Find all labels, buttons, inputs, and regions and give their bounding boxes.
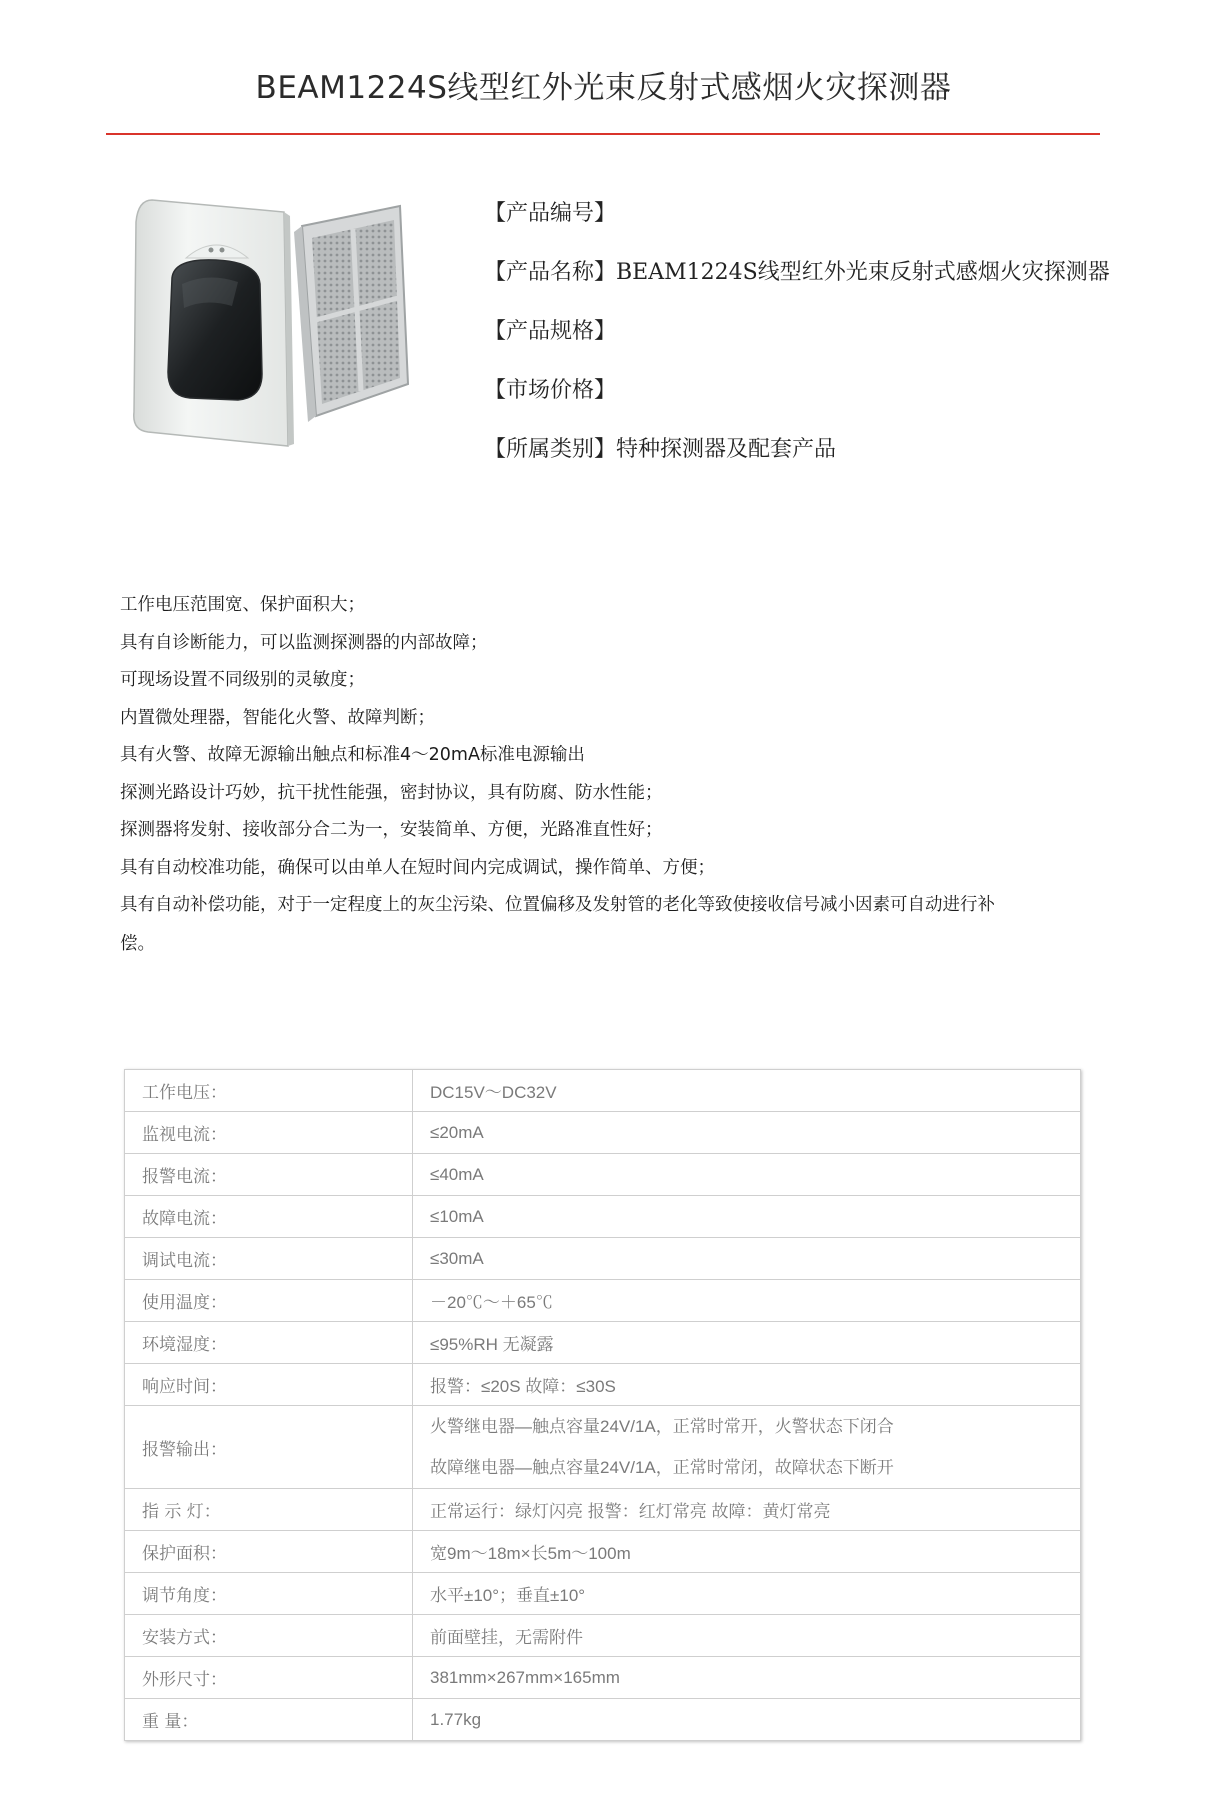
table-row xyxy=(125,1154,1081,1196)
table-row xyxy=(125,1699,1081,1741)
spec-label: 报警电流： xyxy=(125,1154,413,1196)
spec-table xyxy=(124,1069,1081,1741)
spec-label: 调节角度： xyxy=(125,1573,413,1615)
product-info-list xyxy=(484,196,1124,491)
feature-line: 探测器将发射、接收部分合二为一，安装简单、方便，光路准直性好； xyxy=(120,820,663,840)
feature-line: 内置微处理器，智能化火警、故障判断； xyxy=(120,707,435,728)
info-row-product-spec xyxy=(484,314,1124,373)
spec-label: 安装方式： xyxy=(125,1615,413,1657)
table-row xyxy=(125,1280,1081,1322)
info-row-market-price xyxy=(484,373,1124,432)
feature-line: 探测光路设计巧妙，抗干扰性能强，密封协议，具有防腐、防水性能； xyxy=(120,782,663,803)
table-row xyxy=(125,1112,1081,1154)
table-row xyxy=(125,1531,1081,1573)
table-row xyxy=(125,1070,1081,1112)
table-row xyxy=(125,1489,1081,1531)
table-row xyxy=(125,1573,1081,1615)
spec-label: 调试电流： xyxy=(125,1238,413,1280)
spec-label: 监视电流： xyxy=(125,1112,413,1154)
spec-value: 381mm×267mm×165mm xyxy=(413,1657,1081,1699)
spec-label: 环境湿度： xyxy=(125,1322,413,1364)
spec-value: 报警：≤20S 故障：≤30S xyxy=(413,1364,1081,1406)
spec-value: ≤95%RH 无凝露 xyxy=(413,1322,1081,1364)
spec-value-line: 故障继电器—触点容量24V/1A，正常时常闭，故障状态下断开 xyxy=(430,1458,894,1477)
info-row-category xyxy=(484,432,1124,491)
table-row xyxy=(125,1615,1081,1657)
spec-label: 保护面积： xyxy=(125,1531,413,1573)
spec-value: 水平±10°；垂直±10° xyxy=(413,1573,1081,1615)
spec-label: 响应时间： xyxy=(125,1364,413,1406)
table-row xyxy=(125,1406,1081,1489)
table-row xyxy=(125,1322,1081,1364)
beam-detector-illustration xyxy=(112,186,482,462)
spec-value-line: 火警继电器—触点容量24V/1A，正常时常开，火警状态下闭合 xyxy=(430,1417,894,1436)
table-row xyxy=(125,1196,1081,1238)
info-row-product-code xyxy=(484,196,1124,255)
spec-label: 外形尺寸： xyxy=(125,1657,413,1699)
feature-line: 具有火警、故障无源输出触点和标准4～20mA标准电源输出 xyxy=(120,745,585,765)
page-title: BEAM1224S线型红外光束反射式感烟火灾探测器 xyxy=(255,70,952,106)
table-row xyxy=(125,1364,1081,1406)
spec-value xyxy=(413,1406,1081,1489)
feature-line: 具有自动补偿功能，对于一定程度上的灰尘污染、位置偏移及发射管的老化等致使接收信号减小因素可自动进行补 xyxy=(120,895,995,915)
spec-label: 故障电流： xyxy=(125,1196,413,1238)
info-label: 【产品编号】 xyxy=(484,201,617,226)
spec-value: 宽9m～18m×长5m～100m xyxy=(413,1531,1081,1573)
spec-value: －20℃～＋65℃ xyxy=(413,1280,1081,1322)
spec-value: 1.77kg xyxy=(413,1699,1081,1741)
info-value: BEAM1224S线型红外光束反射式感烟火灾探测器 xyxy=(616,260,1110,285)
feature-line: 工作电压范围宽、保护面积大； xyxy=(120,595,365,615)
spec-value: ≤30mA xyxy=(413,1238,1081,1280)
spec-value: 前面壁挂，无需附件 xyxy=(413,1615,1081,1657)
spec-label: 指 示 灯： xyxy=(125,1489,413,1531)
table-row xyxy=(125,1238,1081,1280)
feature-line: 可现场设置不同级别的灵敏度； xyxy=(120,670,365,690)
info-row-product-name xyxy=(484,255,1124,314)
spec-label: 重 量： xyxy=(125,1699,413,1741)
info-label: 【所属类别】 xyxy=(484,437,617,462)
spec-value: ≤10mA xyxy=(413,1196,1081,1238)
spec-value: ≤40mA xyxy=(413,1154,1081,1196)
feature-line: 具有自诊断能力，可以监测探测器的内部故障； xyxy=(120,632,488,653)
spec-label: 报警输出： xyxy=(125,1406,413,1489)
spec-value: 正常运行：绿灯闪亮 报警：红灯常亮 故障：黄灯常亮 xyxy=(413,1489,1081,1531)
info-label: 【产品规格】 xyxy=(484,319,617,344)
feature-list xyxy=(120,587,1080,963)
info-label: 【产品名称】 xyxy=(484,260,617,285)
spec-value: ≤20mA xyxy=(413,1112,1081,1154)
spec-label: 使用温度： xyxy=(125,1280,413,1322)
title-divider xyxy=(106,133,1100,135)
product-image xyxy=(112,186,482,462)
spec-label: 工作电压： xyxy=(125,1070,413,1112)
info-value: 特种探测器及配套产品 xyxy=(616,437,837,462)
feature-line: 具有自动校准功能，确保可以由单人在短时间内完成调试，操作简单、方便； xyxy=(120,857,715,878)
info-label: 【市场价格】 xyxy=(484,378,617,403)
table-row xyxy=(125,1657,1081,1699)
feature-line: 偿。 xyxy=(120,933,155,954)
spec-value: DC15V～DC32V xyxy=(413,1070,1081,1112)
